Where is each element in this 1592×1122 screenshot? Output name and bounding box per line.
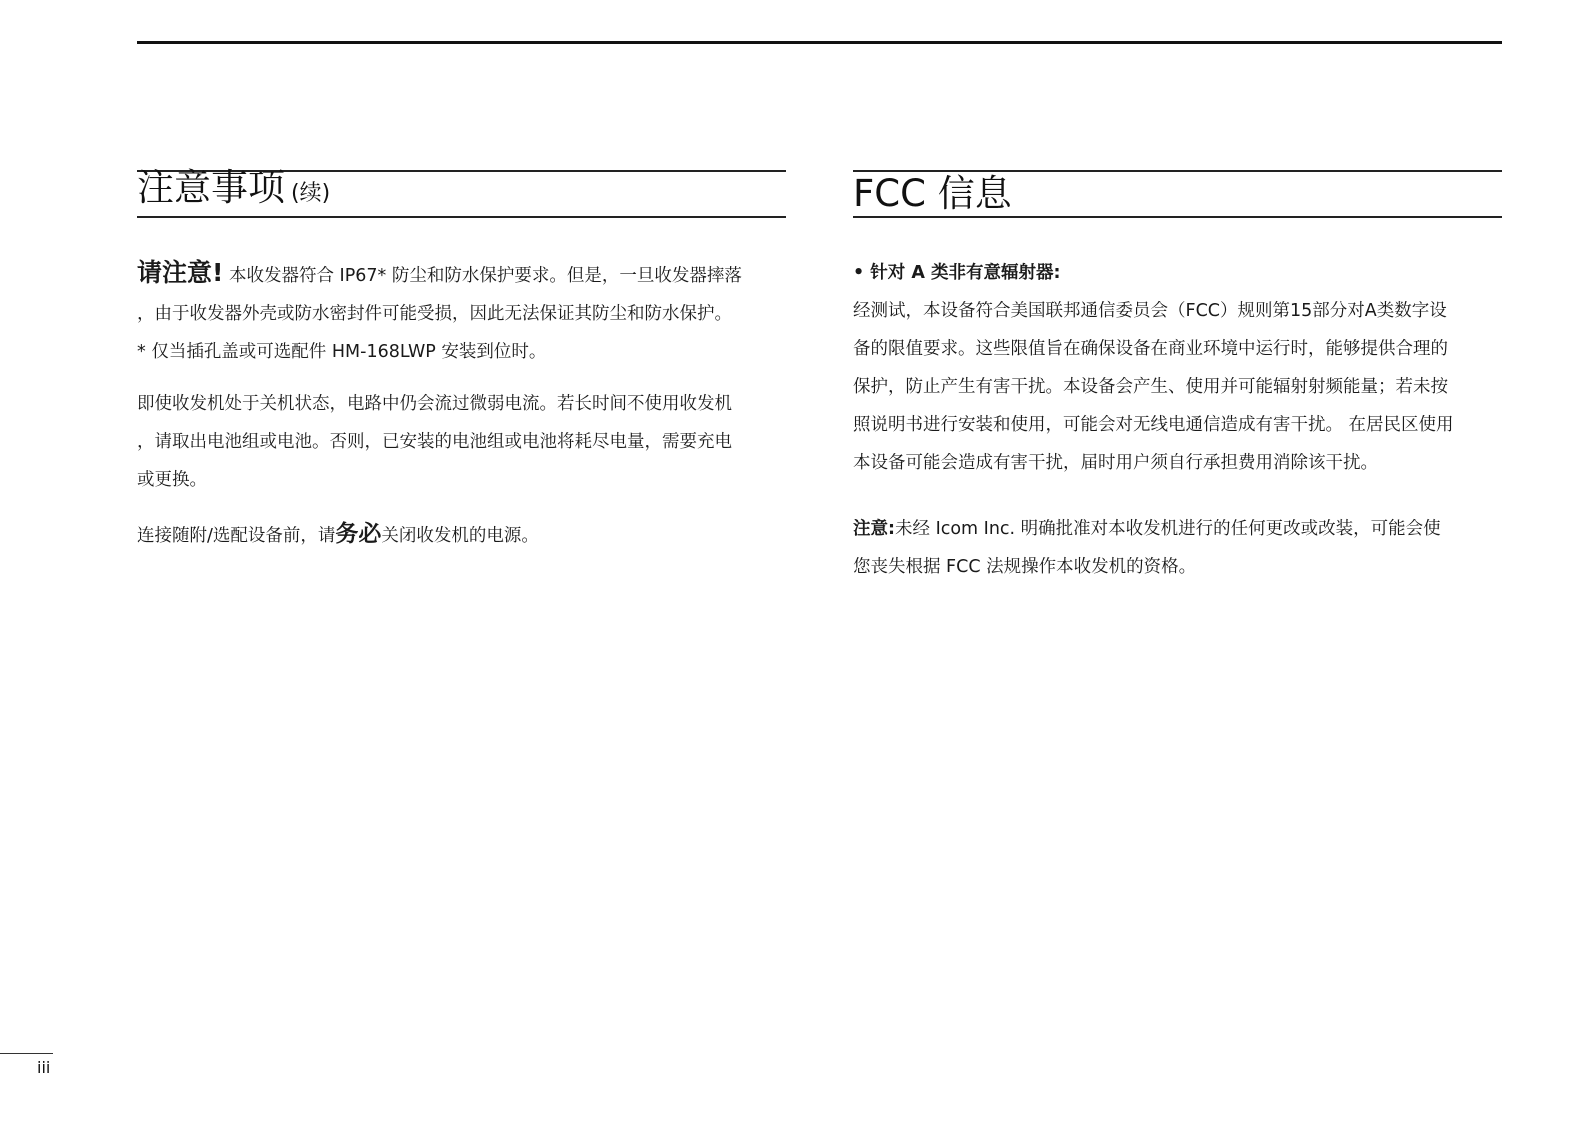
page-number-rule — [0, 1053, 53, 1054]
top-rule — [137, 41, 1502, 44]
precautions-title-suffix: (续) — [291, 181, 331, 206]
fcc-text-line-3: 保护，防止产生有害干扰。本设备会产生、使用并可能辐射射频能量；若未按 — [853, 377, 1448, 397]
fcc-text-line-2: 备的限值要求。这些限值旨在确保设备在商业环境中运行时，能够提供合理的 — [853, 339, 1448, 359]
fcc-bullet-title: • 针对 A 类非有意辐射器: — [853, 263, 1061, 283]
precautions-title — [137, 166, 330, 216]
fcc-caution-line-1 — [853, 510, 1502, 548]
power-off-pre: 连接随附/选配设备前，请 — [137, 526, 336, 546]
ip67-text-1: 本收发器符合 IP67* 防尘和防水保护要求。但是，一旦收发器摔落 — [228, 266, 742, 286]
ip67-footnote: * 仅当插孔盖或可选配件 HM-168LWP 安装到位时。 — [137, 342, 547, 362]
fcc-caution — [853, 510, 1502, 586]
ip67-notice-line-2: ，由于收发器外壳或防水密封件可能受损，因此无法保证其防尘和防水保护。 — [137, 304, 732, 324]
fcc-caution-line-2: 您丧失根据 FCC 法规操作本收发机的资格。 — [853, 557, 1197, 577]
power-off-emphasis: 务必 — [335, 521, 382, 547]
precautions-heading-bar — [137, 166, 786, 218]
caution-label: 注意: — [853, 519, 895, 539]
notice-label: 请注意! — [137, 258, 224, 287]
fcc-text-line-5: 本设备可能会造成有害干扰，届时用户须自行承担费用消除该干扰。 — [853, 453, 1378, 473]
caution-text-1: 未经 Icom Inc. 明确批准对本收发机进行的任何更改或改装，可能会使 — [895, 519, 1441, 539]
fcc-column — [853, 170, 1502, 586]
standby-line-1: 即使收发机处于关机状态，电路中仍会流过微弱电流。若长时间不使用收发机 — [137, 394, 732, 414]
power-off-paragraph — [137, 515, 786, 555]
standby-line-2: ，请取出电池组或电池。否则，已安装的电池组或电池将耗尽电量，需要充电 — [137, 432, 732, 452]
ip67-notice-line-1 — [137, 254, 786, 295]
standby-line-3: 或更换。 — [137, 470, 207, 490]
fcc-text-line-4: 照说明书进行安装和使用，可能会对无线电通信造成有害干扰。 在居民区使用 — [853, 415, 1454, 435]
precautions-column — [137, 166, 786, 555]
standby-current-paragraph — [137, 385, 786, 499]
fcc-title: FCC 信息 — [853, 172, 1012, 215]
ip67-notice — [137, 254, 786, 371]
fcc-class-a-section — [853, 254, 1502, 482]
power-off-post: 关闭收发机的电源。 — [381, 526, 539, 546]
page-number: iii — [37, 1058, 51, 1077]
precautions-title-text: 注意事项 — [137, 166, 285, 209]
fcc-heading-bar — [853, 170, 1502, 218]
power-off-line — [137, 515, 786, 555]
fcc-text-line-1: 经测试，本设备符合美国联邦通信委员会（FCC）规则第15部分对A类数字设 — [853, 301, 1447, 321]
